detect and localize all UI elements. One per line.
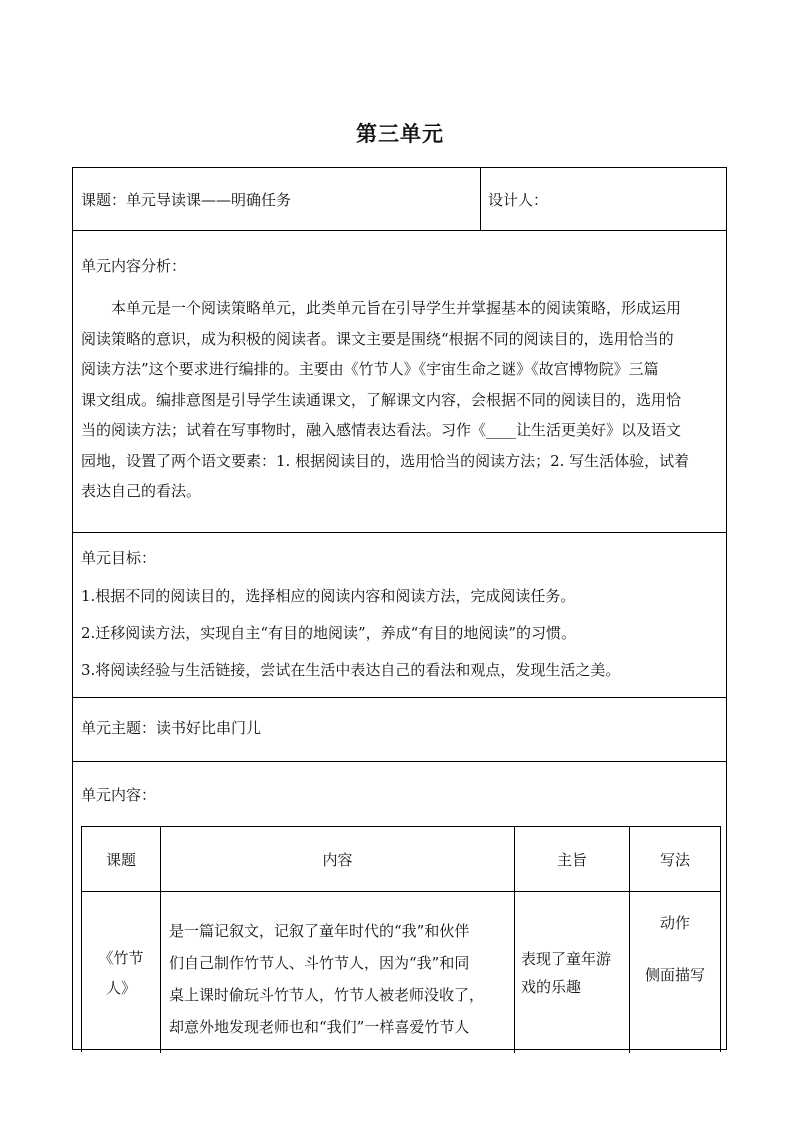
row-content <box>169 915 484 1043</box>
column-header-theme: 主旨 <box>556 851 587 869</box>
row-topic <box>82 943 160 1003</box>
column-header-method: 写法 <box>659 851 690 869</box>
analysis-line: 表达自己的看法。 <box>81 482 202 500</box>
row-method <box>630 909 720 989</box>
analysis-line: 阅读策略的意识，成为积极的阅读者。课文主要是围绕“根据不同的阅读目的，选用恰当的 <box>81 329 674 348</box>
row-content-line: 却意外地发现老师也和“我们”一样喜爱竹节人 <box>169 1018 470 1036</box>
header-row-divider <box>82 891 720 892</box>
row-divider <box>73 697 726 698</box>
goal-item: 1.根据不同的阅读目的，选择相应的阅读内容和阅读方法，完成阅读任务。 <box>81 587 576 605</box>
analysis-paragraph <box>81 293 721 507</box>
goals-heading: 单元目标： <box>81 549 157 567</box>
analysis-line: 园地，设置了两个语文要素：1. 根据阅读目的，选用恰当的阅读方法；2. 写生活体验，试着 <box>81 451 690 470</box>
content-heading: 单元内容： <box>81 786 157 804</box>
column-header-topic: 课题 <box>105 851 136 869</box>
goal-item: 2.迁移阅读方法，实现自主“有目的地阅读”，养成“有目的地阅读”的习惯。 <box>81 624 576 642</box>
row-divider <box>73 230 726 231</box>
row-theme <box>521 945 611 1001</box>
analysis-line: 阅读方法”这个要求进行编排的。主要由《竹节人》《宇宙生命之谜》《故宫博物院》三篇 <box>81 360 659 378</box>
lesson-plan-table <box>72 167 727 1050</box>
row-divider <box>73 532 726 533</box>
row-topic-line: 《竹节 <box>98 949 144 967</box>
row-topic-line: 人》 <box>105 979 136 997</box>
column-header-content: 内容 <box>322 851 353 869</box>
row-content-line: 桌上课时偷玩斗竹节人，竹节人被老师没收了， <box>169 986 485 1004</box>
topic-field: 课题：单元导读课——明确任务 <box>81 191 292 209</box>
row-content-line: 是一篇记叙文，记叙了童年时代的“我”和伙伴 <box>169 922 470 940</box>
row-method-line: 侧面描写 <box>644 966 705 984</box>
row-method-line: 动作 <box>659 914 690 932</box>
unit-theme: 单元主题：读书好比串门儿 <box>81 719 262 737</box>
analysis-line: 课文组成。编排意图是引导学生读通课文，了解课文内容，会根据不同的阅读目的，选用恰 <box>81 390 682 409</box>
analysis-line: 本单元是一个阅读策略单元，此类单元旨在引导学生并掌握基本的阅读策略，形成运用 <box>111 299 682 317</box>
row-divider <box>73 761 726 762</box>
content-table <box>81 826 721 1052</box>
row-theme-line: 戏的乐趣 <box>521 978 582 996</box>
goal-item: 3.将阅读经验与生活链接，尝试在生活中表达自己的看法和观点，发现生活之美。 <box>81 661 621 679</box>
row-theme-line: 表现了童年游 <box>521 950 612 968</box>
analysis-line: 当的阅读方法；试着在写事物时，融入感情表达看法。习作《____让生活更美好》以及语文 <box>81 421 682 439</box>
row-content-line: 们自己制作竹节人、斗竹节人，因为“我”和同 <box>169 954 470 972</box>
header-divider <box>480 168 481 230</box>
designer-field: 设计人： <box>488 191 549 209</box>
analysis-heading: 单元内容分析： <box>81 257 187 275</box>
page-title: 第三单元 <box>356 122 444 146</box>
